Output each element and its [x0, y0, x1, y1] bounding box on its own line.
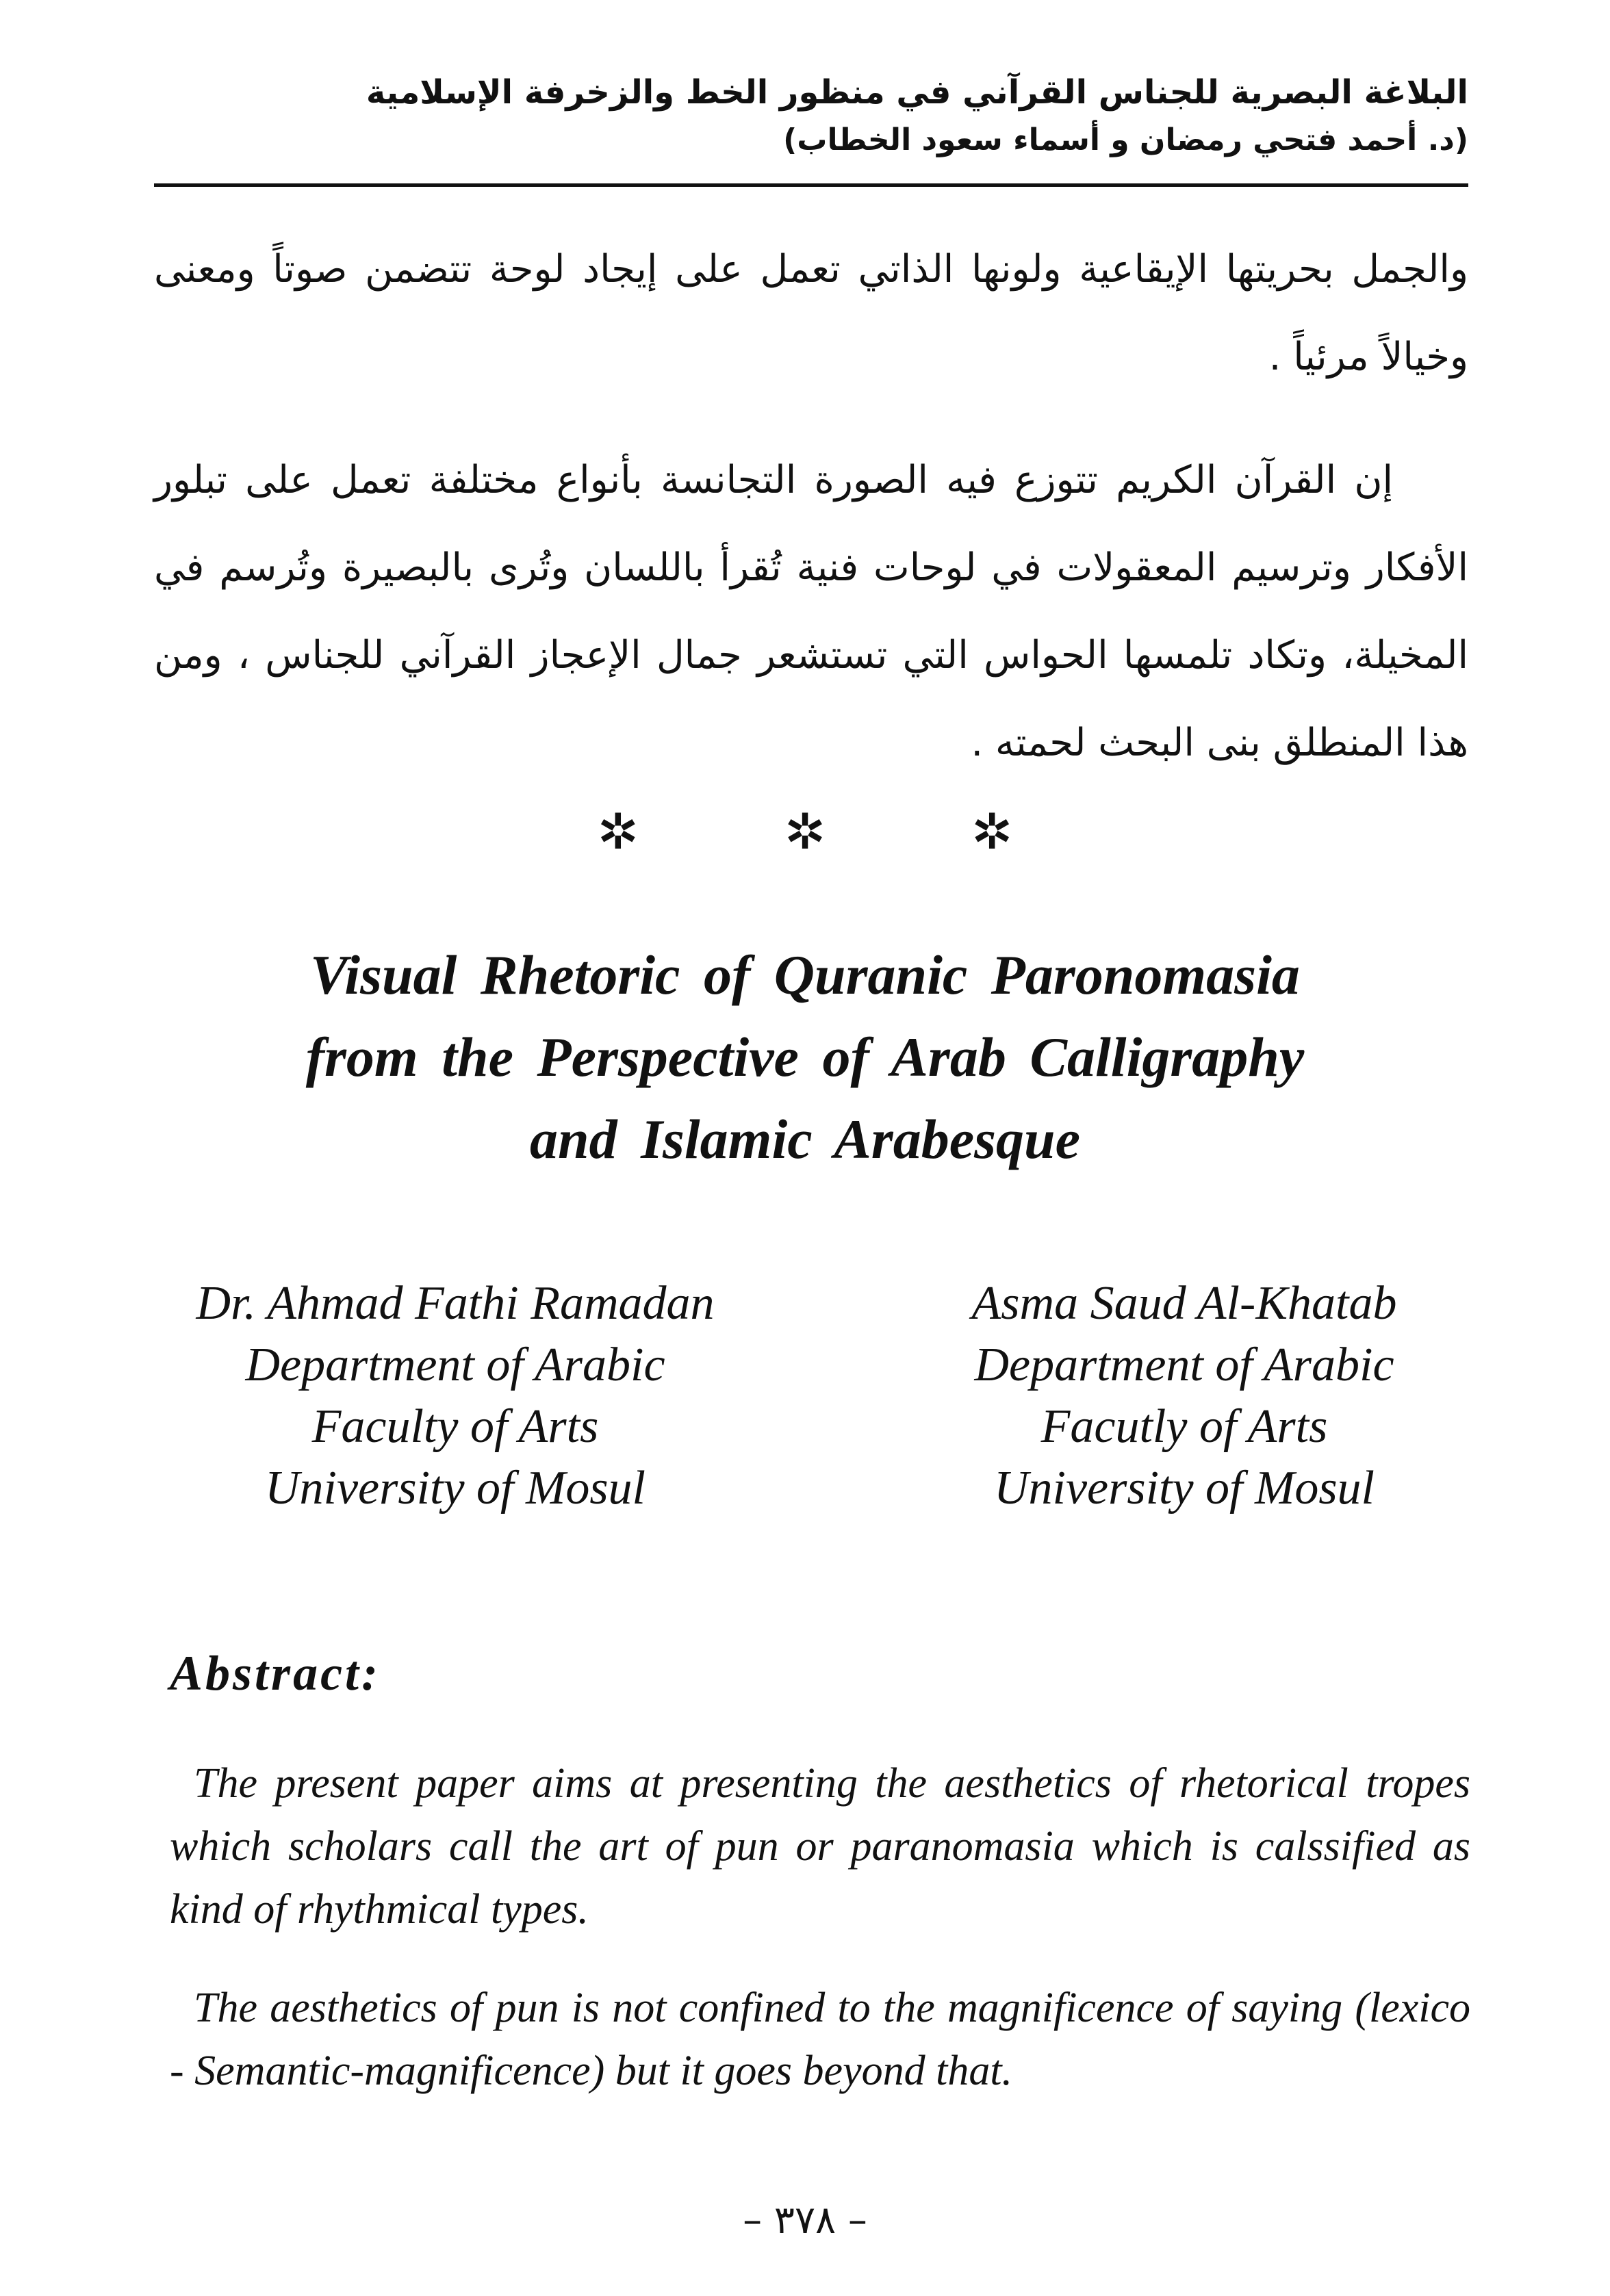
asterisk-icon: ✲ [784, 803, 826, 860]
author-name: Asma Saud Al-Khatab [971, 1277, 1397, 1330]
author-university: University of Mosul [993, 1462, 1375, 1514]
asterisk-icon: ✲ [971, 803, 1013, 860]
author-name: Dr. Ahmad Fathi Ramadan [196, 1277, 715, 1330]
header-title: البلاغة البصرية للجناس القرآني في منظور الخط والزخرفة الإسلامية [366, 73, 1468, 112]
author-right [876, 1273, 1492, 1519]
running-header [154, 68, 1468, 164]
header-divider [154, 183, 1468, 187]
asterisk-icon: ✲ [597, 803, 639, 860]
abstract-heading: Abstract: [170, 1646, 381, 1701]
abstract-paragraph-1: The present paper aims at presenting the aesthetics of rhetorical tropes which scholars call the art of pun or paranomasia which is calssified as kind of rhythmical types. [170, 1760, 1470, 1933]
arabic-paragraph-1: والجمل بحريتها الإيقاعية ولونها الذاتي تعمل على إيجاد لوحة تتضمن صوتاً ومعنى وخيالاً مرئياً . [154, 247, 1468, 379]
author-faculty: Faculty of Arts [311, 1400, 599, 1453]
author-department: Department of Arabic [974, 1339, 1394, 1391]
arabic-body-text [154, 226, 1468, 823]
arabic-paragraph-2: إن القرآن الكريم تتوزع فيه الصورة التجانسة بأنواع مختلفة تعمل على تبلور الأفكار وترسيم المعقولات في لوحات فنية تُقرأ باللسان وتُرى بالبصيرة وتُرسم في المخيلة، وتكاد تلمسها الحواس التي تستشعر جمال الإعجاز القرآني للجناس ، ومن هذا المنطلق بنى البحث لحمته . [154, 458, 1468, 765]
english-title-line-3: and Islamic Arabesque [529, 1108, 1081, 1170]
author-university: University of Mosul [264, 1462, 646, 1514]
page-number: – ٣٧٨ – [743, 2198, 867, 2243]
author-department: Department of Arabic [245, 1339, 665, 1391]
author-faculty: Facutly of Arts [1040, 1400, 1328, 1453]
author-left [147, 1273, 763, 1519]
abstract-body [170, 1752, 1470, 2138]
english-title-line-1: Visual Rhetoric of Quranic Paronomasia [310, 944, 1300, 1006]
section-separator [0, 801, 1610, 862]
header-authors: (د. أحمد فتحي رمضان و أسماء سعود الخطاب) [783, 122, 1468, 157]
english-title [0, 934, 1610, 1181]
english-title-line-2: from the Perspective of Arab Calligraphy [305, 1026, 1305, 1088]
abstract-paragraph-2: The aesthetics of pun is not confined to the magnificence of saying (lexico - Semantic-magnificence) but it goes beyond that. [170, 1985, 1470, 2094]
